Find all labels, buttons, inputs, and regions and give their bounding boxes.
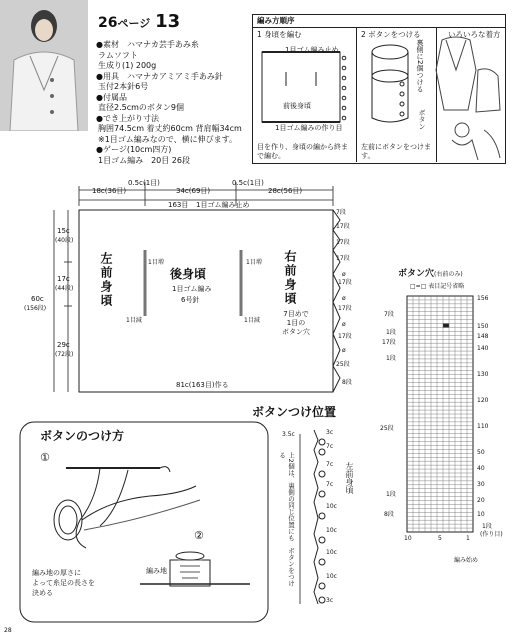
top-dim-half-r: 0.5c(1目) [232,179,264,187]
step2-button-label: ボタン [418,109,426,130]
phi-mark: ø [342,347,346,354]
row-label: 17段 [336,223,350,230]
pos-dim: 10c [326,503,337,510]
step2-diagram [372,45,408,122]
left-dim-40: (40段) [55,237,74,244]
info-line: 生成り(1) 200g [98,61,157,70]
top-dim-half-l: 0.5c(1目) [128,179,160,187]
button-pos-note: 上2個は、裏側の同じ位置にも ボタンをつける [278,452,295,587]
info-line: 玉付2本針6号 [98,82,149,91]
left-dim-29: 29c [57,341,70,349]
row-label: 17段 [336,255,350,262]
top-dim-right: 28c(56目) [268,187,303,195]
chart-bottom-label: 編み始め [454,557,479,564]
pos-dim: 3c [326,429,334,436]
fabric-label: 編み地 [146,567,167,575]
pos-dim: 3c [326,597,334,604]
step1-title: 1 身頃を編む [257,30,302,39]
attach-note-2: よって糸足の長さを [32,579,95,587]
pos-dim: 7c [326,461,334,468]
needle-label: 6号針 [181,296,200,304]
button-pos-side: 左前身頃 [345,462,354,494]
chart-left-label: 7段 [384,311,394,318]
info-line: ●ゲージ(10cm四方) [96,145,172,154]
chart-right-note: (作り目) [480,531,503,538]
dec-left: 1目減 [126,317,142,324]
cast-on-label: 81c(163目)作る [176,381,229,389]
top-dim-center: 34c(69目) [176,187,211,195]
step2-caption: 左前にボタンをつけます。 [361,143,431,160]
rib-label: 1目ゴム編み [172,285,212,293]
step1-bind-label: 1目ゴム編み止め [285,46,339,54]
step2-vert-note: 裏側に2個つける [416,39,424,93]
back-label: 後身頃 [170,267,207,281]
pos-dim: 10c [326,549,337,556]
left-dim-17: 17c [57,275,70,283]
row-label: 17段 [338,279,352,286]
page-ref-number: 26 [98,15,118,31]
row-label: 17段 [338,333,352,340]
step1-body-label: 前後身頃 [283,102,311,110]
chart-left-label: 1段 [386,329,396,336]
pos-dim: 10c [326,573,337,580]
left-dim-44: (44段) [55,285,74,292]
steps-title: 編み方順序 [257,16,295,25]
info-line: 胸囲74.5cm 着丈約60cm 背肩幅34cm [98,124,242,133]
left-front-label: 左前身頃 [99,252,113,308]
info-line: ●付属品 [96,92,127,102]
buttonhole-chart-grid [407,296,473,532]
chart-title [398,270,463,279]
chart-left-label: 1段 [386,491,396,498]
chart-right-num: 30 [477,481,485,488]
left-dim-60: 60c [31,295,44,303]
footer-page: 28 [4,627,12,634]
row-label: 17段 [336,239,350,246]
buttonhole-mark [443,324,449,328]
pos-dim: 7c [326,443,334,450]
button-pos-title: ボタンつけ位置 [252,405,337,419]
chart-right-num: 156 [477,295,489,302]
dec-right: 1目減 [244,317,260,324]
pos-dim: 10c [326,527,337,534]
chart-right-num: 148 [477,333,489,340]
button-position-diagram [300,430,325,604]
row-label: 17段 [338,305,352,312]
chart-bottom-num: 10 [404,535,412,542]
phi-mark: ø [342,271,346,278]
chart-right-num: 150 [477,323,489,330]
phi-mark: ø [342,321,346,328]
top-stitch-count: 163目 [168,201,189,209]
chart-title-main: ボタン穴 [398,269,435,279]
step3-title: いろいろな着方 [448,30,501,39]
top-bind-off: 1目ゴム編み止め [196,201,250,209]
row-label: 8段 [342,379,352,386]
info-line: 1目ゴム編み 20目 26段 [98,155,190,165]
info-line: ●用具 ハマナカアミアミ手あみ針 [96,71,223,81]
chart-right-dan: 1段 [482,523,492,530]
left-dim-15: 15c [57,227,70,235]
step1-diagram [262,52,346,122]
chart-bottom-num: 5 [438,535,442,542]
left-dim-156: (156段) [24,305,47,312]
info-line: ※1目ゴム編みなので、横に伸びます。 [98,134,237,144]
chart-bottom-num: 1 [466,535,470,542]
attach-note-1: 編み地の厚さに [32,569,81,577]
left-dim-72: (72段) [55,351,74,358]
step2-title: 2 ボタンをつける [361,30,421,39]
row-label: 7段 [336,209,346,216]
button-attach-title: ボタンのつけ方 [40,429,125,443]
chart-right-num: 130 [477,371,489,378]
pattern-number: 13 [155,11,181,32]
pos-dim: 7c [326,481,334,488]
chart-right-num: 120 [477,397,489,404]
info-line: ●でき上がり寸法 [96,113,159,123]
inc-right: 1目増 [246,259,262,266]
chart-right-num: 20 [477,497,485,504]
step1-caption: 目を作り、身頃の編から終まで編む。 [257,143,348,160]
step1-cast-label: 1目ゴム編みの作り目 [275,124,343,132]
chart-right-num: 10 [477,511,485,518]
chart-right-num: 50 [477,449,485,456]
chart-left-label: 17段 [382,339,396,346]
chart-left-label: 25段 [380,425,394,432]
info-line: ●素材 ハマナカ芸手あみ糸 [96,40,199,49]
info-line: 直径2.5cmのボタン9個 [98,103,185,112]
inc-left: 1目増 [148,259,164,266]
page-ref-word: ページ [117,17,151,30]
right-front-label: 右前身頃 [283,250,297,306]
row-label: 25段 [336,361,350,368]
chart-title-sub: (右前のみ) [434,271,463,278]
info-line: ラムソフト [98,50,138,60]
chart-left-label: 8段 [384,511,394,518]
step3-diagram [436,37,500,160]
chart-left-label: 1段 [386,355,396,362]
phi-mark: ø [342,295,346,302]
button-attach-diagram [20,422,268,622]
chart-right-num: 110 [477,423,489,430]
pos-dim-35: 3.5c [282,431,295,438]
step2-marker: ② [194,529,204,542]
step1-marker: ① [40,451,50,464]
chart-legend: □=□ 表目記号省略 [410,283,465,290]
chart-right-num: 40 [477,465,485,472]
buttonhole-note: 7目めで 1目の ボタン穴 [282,310,310,336]
chart-right-num: 140 [477,345,489,352]
top-dim-left: 18c(36目) [92,187,127,195]
attach-note-3: 決める [32,589,53,597]
